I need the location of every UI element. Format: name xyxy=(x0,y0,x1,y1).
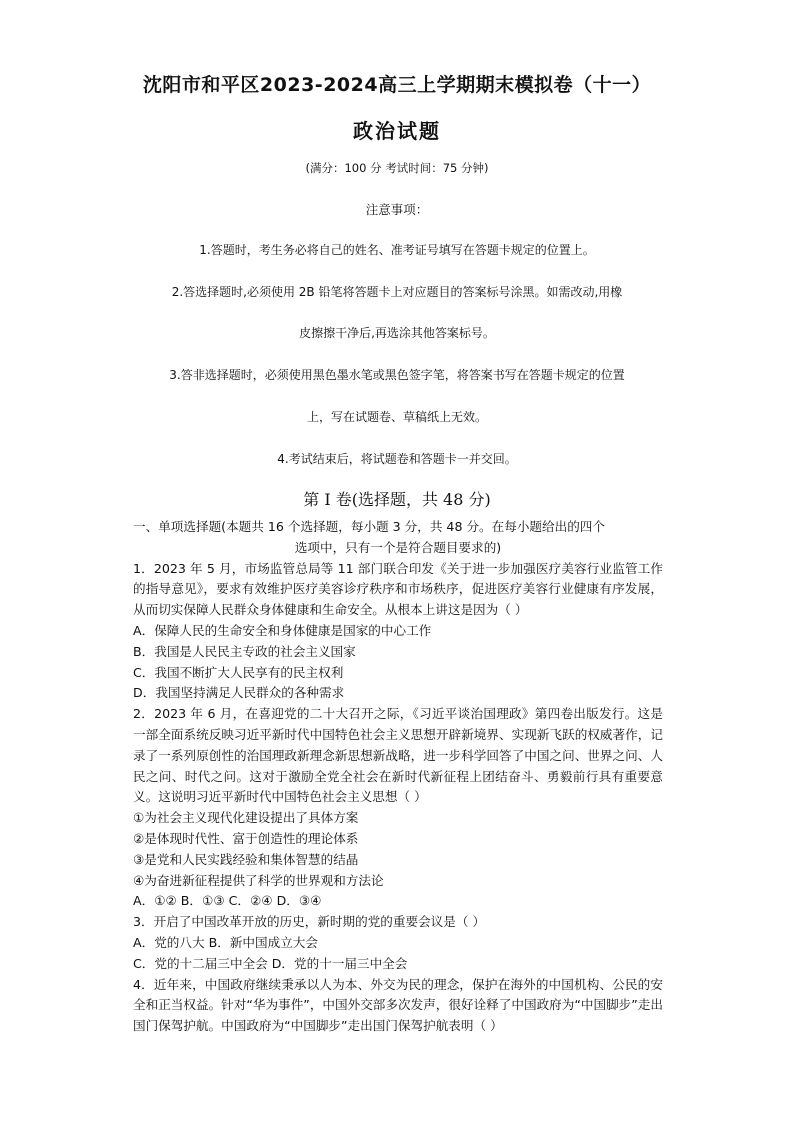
score-time-line: (满分：100 分 考试时间：75 分钟) xyxy=(305,161,489,175)
question-2-stem: 2．2023 年 6 月，在喜迎党的二十大召开之际，《习近平谈治国理政》第四卷出版发行。这是一部全面系统反映习近平新时代中国特色社会主义思想开辟新境界、实现新飞跃的权威著作，记录了一系列原创性的治国理政新理念新思想新战略，进一步科学回答了中国之问、世界之问、人民之问、时代之问。这对于激励全党全社会在新时代新征程上团结奋斗、勇毅前行具有重要意义。这说明习近平新时代中国特色社会主义思想（ ） xyxy=(133,706,663,805)
notice-item-4: 4.考试结束后，将试题卷和答题卡一并交回。 xyxy=(277,452,517,466)
question-2-statement-4: ④为奋进新征程提供了科学的世界观和方法论 xyxy=(133,872,384,888)
notice-heading: 注意事项： xyxy=(365,202,429,217)
notice-item-3: 3.答非选择题时，必须使用黑色墨水笔或黑色签字笔，将答案书写在答题卡规定的位置 xyxy=(169,368,625,382)
question-1-option-c: C．我国不断扩大人民享有的民主权利 xyxy=(133,664,344,680)
question-2-choices: A．①② B．①③ C．②④ D．③④ xyxy=(133,893,322,909)
question-2-statement-3: ③是党和人民实践经验和集体智慧的结晶 xyxy=(133,851,359,867)
question-2-statement-1: ①为社会主义现代化建设提出了具体方案 xyxy=(133,810,359,826)
notice-item-1: 1.答题时，考生务必将自己的姓名、准考证号填写在答题卡规定的位置上。 xyxy=(199,243,595,257)
question-1-stem: 1．2023 年 5 月，市场监管总局等 11 部门联合印发《关于进一步加强医疗美容行业监管工作的指导意见》，要求有效维护医疗美容诊疗秩序和市场秩序，促进医疗美容行业健康有序发展，从而切实保障人民群众身体健康和生命安全。从根本上讲这是因为（ ） xyxy=(133,560,663,618)
part-1-heading: 第 Ⅰ 卷(选择题，共 48 分) xyxy=(303,490,491,509)
question-3-options-cd: C．党的十二届三中全会 D．党的十一届三中全会 xyxy=(133,955,408,971)
question-1-option-d: D．我国坚持满足人民群众的各种需求 xyxy=(133,685,345,701)
exam-subtitle: 政治试题 xyxy=(353,119,441,143)
question-3-options-ab: A．党的八大 B．新中国成立大会 xyxy=(133,934,318,950)
notice-item-2-cont: 皮擦擦干净后,再选涂其他答案标号。 xyxy=(299,326,495,340)
question-3-stem: 3．开启了中国改革开放的历史，新时期的党的重要会议是（ ） xyxy=(133,914,486,930)
question-4-stem: 4．近年来，中国政府继续秉承以人为本、外交为民的理念，保护在海外的中国机构、公民的安全和正当权益。针对“华为事件”，中国外交部多次发声，很好诠释了中国政府为“中国脚步”走出国门保驾护航。中国政府为“中国脚步”走出国门保驾护航表明（ ） xyxy=(133,976,663,1034)
notice-item-3-cont: 上，写在试题卷、草稿纸上无效。 xyxy=(306,410,487,424)
exam-title: 沈阳市和平区2023-2024高三上学期期末模拟卷（十一） xyxy=(142,74,652,96)
section-intro-cont: 选项中，只有一个是符合题目要求的) xyxy=(294,539,502,555)
questions-body xyxy=(133,517,663,1037)
section-intro: 一、单项选择题(本题共 16 个选择题，每小题 3 分，共 48 分。在每小题给出的四个 xyxy=(133,519,605,534)
question-1-option-b: B．我国是人民民主专政的社会主义国家 xyxy=(133,643,356,659)
question-2-statement-2: ②是体现时代性、富于创造性的理论体系 xyxy=(133,830,359,846)
question-1-option-a: A．保障人民的生命安全和身体健康是国家的中心工作 xyxy=(133,622,432,638)
notice-item-2: 2.答选择题时,必须使用 2B 铅笔将答题卡上对应题目的答案标号涂黑。如需改动,用橡 xyxy=(171,285,623,299)
